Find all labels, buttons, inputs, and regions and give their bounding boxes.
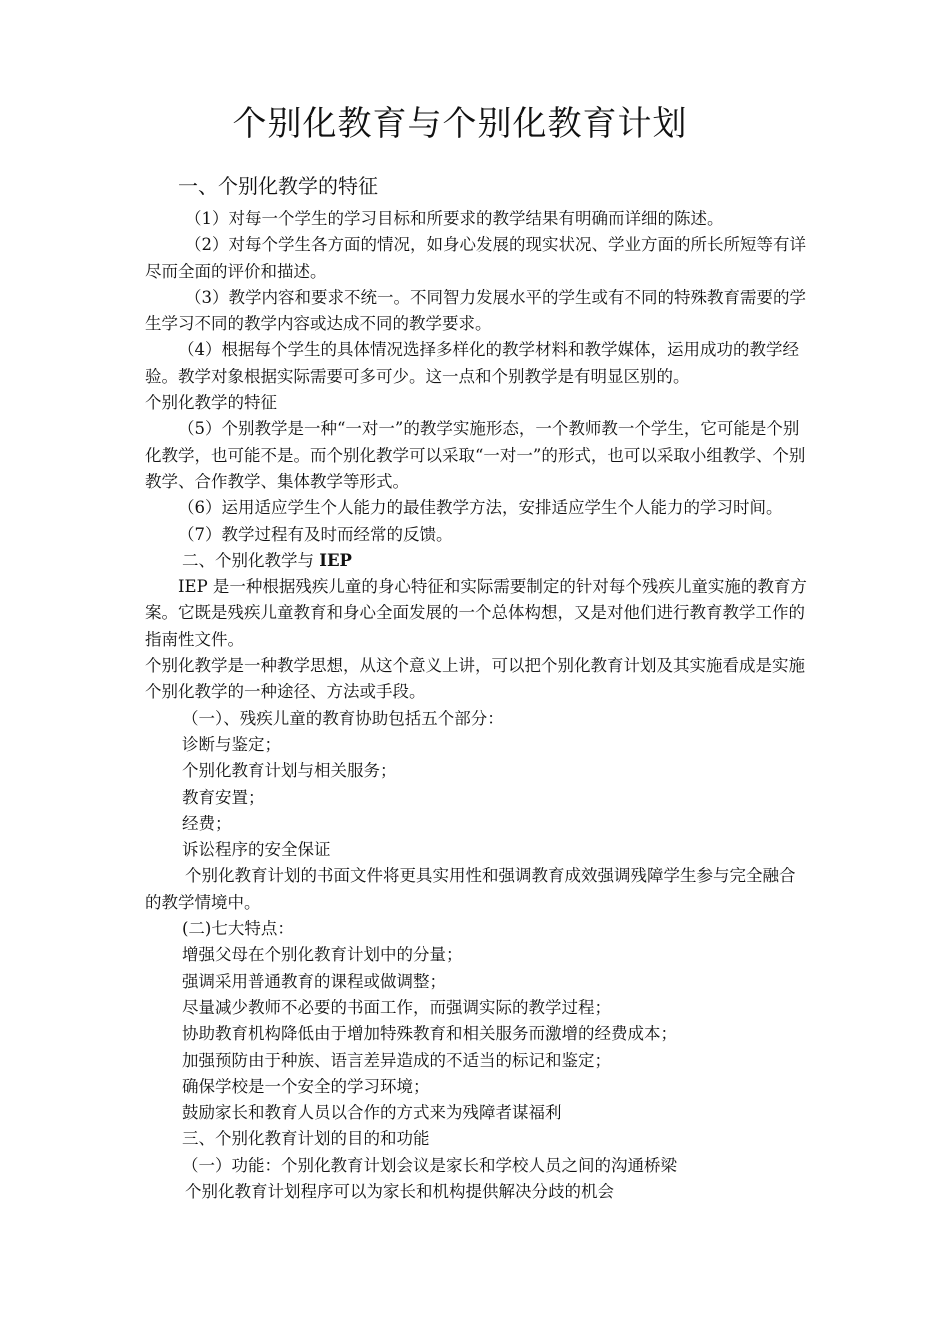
section-1-point-4: （4）根据每个学生的具体情况选择多样化的教学材料和教学媒体，运用成功的教学经验。教学对象根据实际需要可多可少。这一点和个别教学是有明显区别的。: [145, 340, 799, 386]
list-item: 经费；: [182, 813, 232, 833]
list-item: 强调采用普通教育的课程或做调整；: [182, 971, 446, 991]
section-1-point-7: （7）教学过程有及时而经常的反馈。: [178, 524, 453, 544]
list-item: 教育安置；: [182, 787, 265, 807]
list-item: 鼓励家长和教育人员以合作的方式来为残障者谋福利: [182, 1103, 562, 1123]
list-item: 个别化教育计划与相关服务；: [182, 761, 397, 781]
section-2-paragraph-2: 个别化教学是一种教学思想，从这个意义上讲，可以把个别化教育计划及其实施看成是实施个别化教学的一种途径、方法或手段。: [145, 656, 805, 702]
section-1-point-2: （2）对每个学生各方面的情况，如身心发展的现实状况、学业方面的所长所短等有详尽而全面的评价和描述。: [145, 235, 806, 281]
list-item: 增强父母在个别化教育计划中的分量；: [182, 945, 463, 965]
section-2-heading-bold: IEP: [319, 550, 352, 570]
section-1-subheading: 个别化教学的特征: [145, 393, 277, 413]
list-item: 确保学校是一个安全的学习环境；: [182, 1076, 430, 1096]
section-3-paragraph: 个别化教育计划程序可以为家长和机构提供解决分歧的机会: [185, 1181, 614, 1201]
section-2-paragraph-3: 个别化教育计划的书面文件将更具实用性和强调教育成效强调残障学生参与完全融合的教学情境中。: [145, 866, 796, 912]
list-item: 协助教育机构降低由于增加特殊教育和相关服务而激增的经费成本；: [182, 1024, 677, 1044]
list-item: 诊断与鉴定；: [182, 734, 281, 754]
list-item: 加强预防由于种族、语言差异造成的不适当的标记和鉴定；: [182, 1050, 611, 1070]
list-item: 尽量减少教师不必要的书面工作，而强调实际的教学过程；: [182, 997, 611, 1017]
section-1-point-1: （1）对每一个学生的学习目标和所要求的教学结果有明确而详细的陈述。: [185, 209, 724, 228]
section-2-subheading-2: (二)七大特点：: [182, 919, 294, 939]
section-1-point-5: （5）个别教学是一种“一对一”的教学实施形态，一个教师教一个学生，它可能是个别化教学，也可能不是。而个别化教学可以采取“一对一”的形式，也可以采取小组教学、个别教学、合作教学、集体教学等形式。: [145, 419, 806, 491]
section-3-subheading: （一）功能：个别化教育计划会议是家长和学校人员之间的沟通桥梁: [182, 1155, 677, 1175]
section-1-point-3: （3）教学内容和要求不统一。不同智力发展水平的学生或有不同的特殊教育需要的学生学习不同的教学内容或达成不同的教学要求。: [145, 287, 806, 334]
section-1-heading: 一、个别化教学的特征: [178, 174, 378, 198]
section-2-heading-text: 二、个别化教学与: [182, 550, 320, 570]
section-2-subheading-1: （一）、残疾儿童的教育协助包括五个部分：: [182, 708, 504, 728]
document-body: [145, 206, 810, 1205]
list-item: 诉讼程序的安全保证: [182, 840, 331, 860]
section-2-paragraph-1: IEP 是一种根据残疾儿童的身心特征和实际需要制定的针对每个残疾儿童实施的教育方案。它既是残疾儿童教育和身心全面发展的一个总体构想，又是对他们进行教育教学工作的指南性文件。: [145, 577, 807, 649]
section-1-point-6: （6）运用适应学生个人能力的最佳教学方法，安排适应学生个人能力的学习时间。: [178, 498, 783, 518]
section-2-heading: [145, 548, 810, 574]
section-3-heading: 三、个别化教育计划的目的和功能: [182, 1129, 430, 1149]
document-title: 个别化教育与个别化教育计划: [232, 104, 688, 144]
